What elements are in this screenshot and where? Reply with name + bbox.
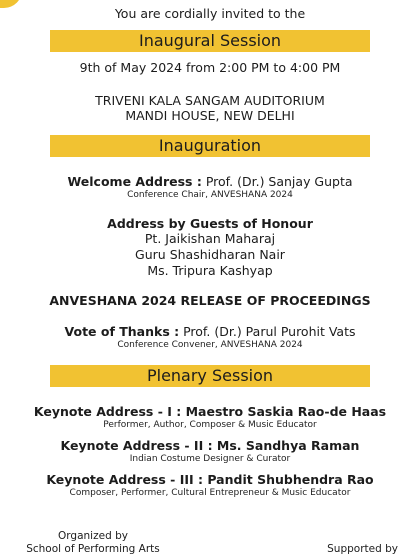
venue-line-2: MANDI HOUSE, NEW DELHI <box>125 108 295 123</box>
inaugural-session-banner: Inaugural Session <box>50 30 370 52</box>
welcome-address-role: Conference Chair, ANVESHANA 2024 <box>127 190 293 200</box>
vote-of-thanks-label: Vote of Thanks : <box>64 324 180 339</box>
vote-of-thanks-role: Conference Convener, ANVESHANA 2024 <box>117 340 303 350</box>
keynote-2-role: Indian Costume Designer & Curator <box>129 454 291 464</box>
release-of-proceedings: ANVESHANA 2024 RELEASE OF PROCEEDINGS <box>49 293 371 308</box>
guest-name-3: Ms. Tripura Kashyap <box>147 263 273 278</box>
session-date-time: 9th of May 2024 from 2:00 PM to 4:00 PM <box>79 60 341 75</box>
venue-line-1: TRIVENI KALA SANGAM AUDITORIUM <box>95 93 325 108</box>
inauguration-banner: Inauguration <box>50 135 370 157</box>
plenary-session-banner: Plenary Session <box>50 365 370 387</box>
keynote-3: Keynote Address - III : Pandit Shubhendra Rao <box>46 472 374 487</box>
guests-heading: Address by Guests of Honour <box>107 216 313 231</box>
guest-name-1: Pt. Jaikishan Maharaj <box>144 231 276 246</box>
vote-of-thanks-name: Prof. (Dr.) Parul Purohit Vats <box>183 324 356 339</box>
keynote-3-role: Composer, Performer, Cultural Entrepreneur & Music Educator <box>69 488 351 498</box>
vote-of-thanks <box>0 324 420 339</box>
organized-by-label: Organized by <box>58 530 128 542</box>
organizer-block <box>18 530 168 556</box>
keynote-1: Keynote Address - I : Maestro Saskia Rao-de Haas <box>33 404 387 419</box>
welcome-address-name: Prof. (Dr.) Sanjay Gupta <box>205 174 353 189</box>
organizer-name: School of Performing Arts <box>26 543 160 555</box>
keynote-2: Keynote Address - II : Ms. Sandhya Raman <box>60 438 360 453</box>
invitation-line: You are cordially invited to the <box>114 6 306 21</box>
guest-name-2: Guru Shashidharan Nair <box>135 247 285 262</box>
supported-by-label: Supported by <box>327 543 398 555</box>
keynote-1-role: Performer, Author, Composer & Music Educator <box>103 420 317 430</box>
welcome-address <box>0 174 420 189</box>
welcome-address-label: Welcome Address : <box>67 174 202 189</box>
